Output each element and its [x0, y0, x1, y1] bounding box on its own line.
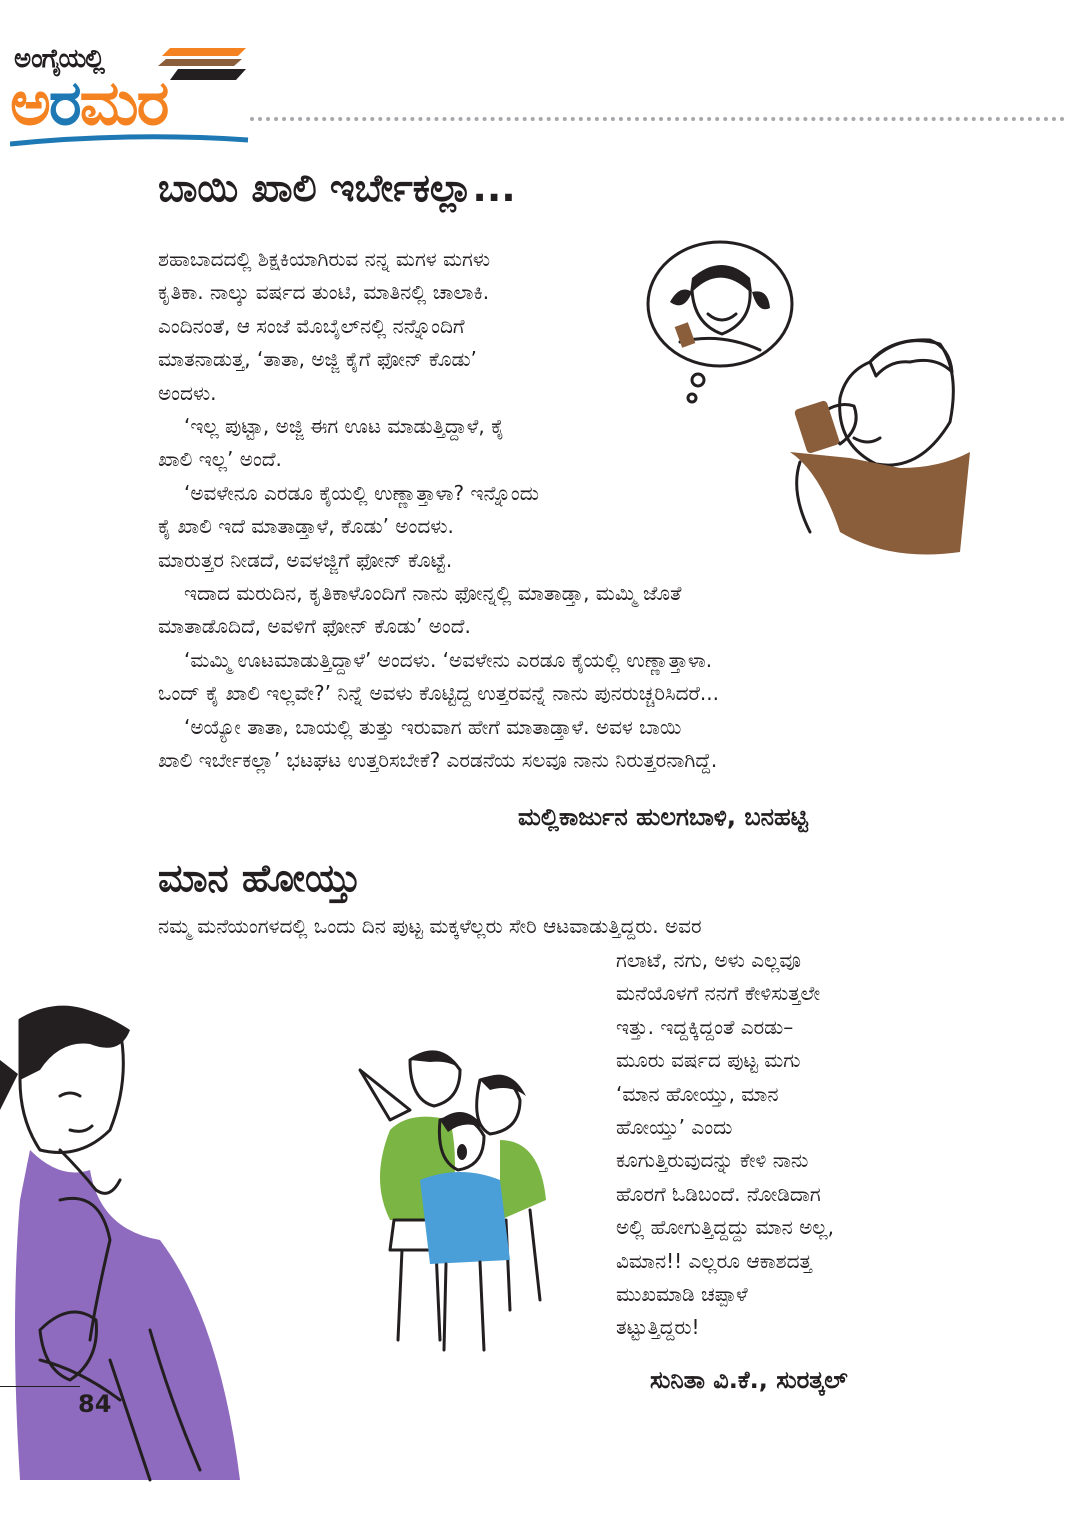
logo-wordmark — [10, 66, 168, 139]
logo-char-3: ಮರ — [79, 66, 168, 139]
story-2-line: ನಮ್ಮ ಮನೆಯಂಗಳದಲ್ಲಿ ಒಂದು ದಿನ ಪುಟ್ಟ ಮಕ್ಕಳೆಲ್ಲರು ಸೇರಿ ಆಟವಾಡುತ್ತಿದ್ದರು. ಅವರ — [158, 914, 702, 938]
story-2-line: ತಟ್ಟುತ್ತಿದ್ದರು! — [616, 1315, 700, 1340]
story-2-body — [616, 944, 916, 1345]
logo-char-2: ರ — [48, 66, 80, 139]
story-1-line: ಖಾಲಿ ಇಲ್ಲ’ ಅಂದೆ. — [158, 447, 282, 472]
story-2-title: ಮಾನ ಹೋಯ್ತು — [158, 856, 361, 900]
story-1-line: ಶಹಾಬಾದದಲ್ಲಿ ಶಿಕ್ಷಕಿಯಾಗಿರುವ ನನ್ನ ಮಗಳ ಮಗಳು — [158, 247, 491, 271]
logo-swoosh-icon — [10, 134, 250, 148]
story-2-line: ‘ಮಾನ ಹೋಯ್ತು, ಮಾನ — [616, 1081, 779, 1106]
story-1-line: ಇದಾದ ಮರುದಿನ, ಕೃತಿಕಾಳೊಂದಿಗೆ ನಾನು ಫೋನ್ನಲ್ಲಿ ಮಾತಾಡ್ತಾ, ಮಮ್ಮಿ ಜೊತೆ — [184, 581, 682, 606]
story-2-line: ವಿಮಾನ!! ಎಲ್ಲರೂ ಆಕಾಶದತ್ತ — [616, 1248, 812, 1273]
story-1-line: ಎಂದಿನಂತೆ, ಆ ಸಂಜೆ ಮೊಬೈಲ್‌ನಲ್ಲಿ ನನ್ನೊಂದಿಗೆ — [158, 313, 465, 338]
story-2-line: ಹೊರಗೆ ಓಡಿಬಂದೆ. ನೋಡಿದಾಗ — [616, 1181, 821, 1206]
woman-illustration — [0, 1000, 250, 1500]
page-number: 84 — [78, 1390, 112, 1418]
story-1-line: ‘ಅವಳೇನೂ ಎರಡೂ ಕೈಯಲ್ಲಿ ಉಣ್ಣಾತ್ತಾಳಾ? ಇನ್ನೊಂದು — [184, 480, 540, 505]
thought-bubble-dot — [692, 374, 704, 386]
story-2-line: ಮುಖಮಾಡಿ ಚಪ್ಪಾಳೆ — [616, 1282, 748, 1307]
story-1-line: ‘ಇಲ್ಲ ಪುಟ್ಟಾ, ಅಜ್ಜಿ ಈಗ ಊಟ ಮಾಡುತ್ತಿದ್ದಾಳೆ, ಕೈ — [184, 414, 505, 439]
thought-bubble — [648, 242, 792, 366]
story-1-title: ಬಾಯಿ ಖಾಲಿ ಇರ್ಬೇಕಲ್ಲಾ... — [158, 166, 516, 210]
phone-call-illustration — [640, 232, 980, 572]
story-1-line: ಒಂದ್ ಕೈ ಖಾಲಿ ಇಲ್ಲವೇ?’ ನಿನ್ನೆ ಅವಳು ಕೊಟ್ಟಿದ್ದ ಉತ್ತರವನ್ನೆ ನಾನು ಪುನರುಚ್ಚರಿಸಿದರೆ... — [158, 681, 719, 706]
story-2-line: ಇತ್ತು. ಇದ್ದಕ್ಕಿದ್ದಂತೆ ಎರಡು– — [616, 1014, 794, 1039]
story-2-line: ಮೂರು ವರ್ಷದ ಪುಟ್ಟ ಮಗು — [616, 1048, 801, 1073]
girl-on-phone-icon — [670, 265, 770, 350]
story-1-line: ಖಾಲಿ ಇರ್ಬೇಕಲ್ಲಾ’ ಭಟಘಟ ಉತ್ತರಿಸಬೇಕೆ? ಎರಡನೆಯ ಸಲವೂ ನಾನು ನಿರುತ್ತರನಾಗಿದ್ದೆ. — [158, 748, 718, 773]
header-dotted-rule — [250, 117, 1065, 121]
story-2-first-line — [158, 910, 918, 943]
story-1-line: ‘ಅಯ್ಯೋ ತಾತಾ, ಬಾಯಲ್ಲಿ ತುತ್ತು ಇರುವಾಗ ಹೇಗೆ ಮಾತಾಡ್ತಾಳೆ. ಅವಳ ಬಾಯಿ — [184, 714, 682, 739]
story-1-line: ಮಾತಾಡೊದಿದೆ, ಅವಳಿಗೆ ಫೋನ್ ಕೊಡು’ ಅಂದೆ. — [158, 614, 471, 639]
story-1-line: ‘ಮಮ್ಮಿ ಊಟಮಾಡುತ್ತಿದ್ದಾಳೆ’ ಅಂದಳು. ‘ಅವಳೇನು ಎರಡೂ ಕೈಯಲ್ಲಿ ಉಣ್ಣಾತ್ತಾಳಾ. — [184, 647, 713, 672]
story-2-line: ಕೂಗುತ್ತಿರುವುದನ್ನು ಕೇಳಿ ನಾನು — [616, 1148, 809, 1173]
story-1-line: ಅಂದಳು. — [158, 380, 217, 405]
footer-rule — [0, 1386, 80, 1387]
logo-char-1: ಅ — [10, 66, 49, 139]
section-label: ಅಂಗೈಯಲ್ಲಿ — [14, 44, 104, 74]
story-2-line: ಮನೆಯೊಳಗೆ ನನಗೆ ಕೇಳಿಸುತ್ತಲೇ — [616, 981, 821, 1006]
story-1-line: ಕೃತಿಕಾ. ನಾಲ್ಕು ವರ್ಷದ ತುಂಟಿ, ಮಾತಿನಲ್ಲಿ ಚಾಲಾಕಿ. — [158, 280, 490, 305]
story-1-author: ಮಲ್ಲಿಕಾರ್ಜುನ ಹುಲಗಬಾಳಿ, ಬನಹಟ್ಟಿ — [518, 803, 808, 831]
story-2-line: ಗಲಾಟೆ, ನಗು, ಅಳು ಎಲ್ಲವೂ — [616, 948, 801, 972]
thought-bubble-dot — [688, 394, 696, 402]
story-2-author: ಸುನಿತಾ ವಿ.ಕೆ., ಸುರತ್ಕಲ್ — [650, 1366, 848, 1394]
story-2-line: ಅಲ್ಲಿ ಹೋಗುತ್ತಿದ್ದದ್ದು ಮಾನ ಅಲ್ಲ, — [616, 1215, 834, 1240]
story-1-line: ಮಾತನಾಡುತ್ತ, ‘ತಾತಾ, ಅಜ್ಜಿ ಕೈಗೆ ಫೋನ್ ಕೊಡು’ — [158, 347, 477, 372]
story-1-line: ಕೈ ಖಾಲಿ ಇದೆ ಮಾತಾಡ್ತಾಳೆ, ಕೊಡು’ ಅಂದಳು. — [158, 514, 454, 539]
story-1-line: ಮಾರುತ್ತರ ನೀಡದೆ, ಅವಳಜ್ಜಿಗೆ ಫೋನ್ ಕೊಟ್ಟೆ. — [158, 547, 453, 572]
grandfather-on-phone-icon — [790, 340, 970, 555]
children-illustration — [350, 1040, 570, 1360]
story-2-line: ಹೋಯ್ತು’ ಎಂದು — [616, 1115, 733, 1140]
